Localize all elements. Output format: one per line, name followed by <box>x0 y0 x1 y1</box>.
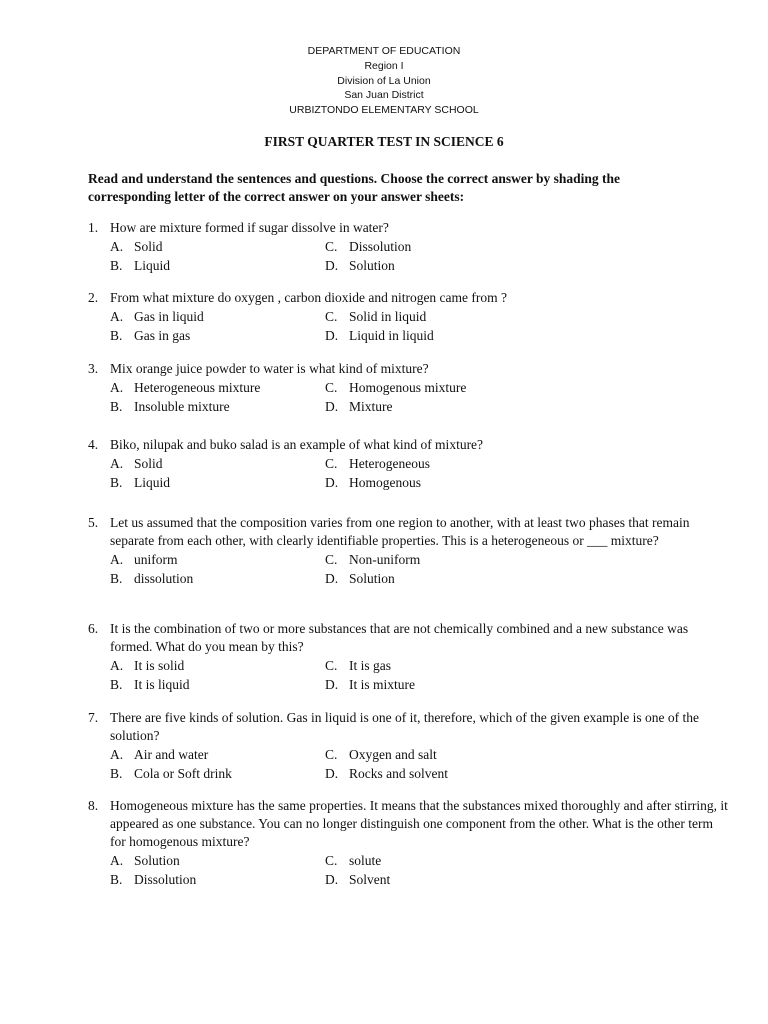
option-a: A. Heterogeneous mixture <box>110 380 261 395</box>
option-d: D. Homogenous <box>325 475 421 490</box>
option-a: A. uniform <box>110 552 178 567</box>
header-line-region: Region I <box>364 59 404 72</box>
question-text: Let us assumed that the composition varies from one region to another, with at least two phases that remain separate from each other, with clearly identifiable properties. This is a heterogeneous or ___ mixture? <box>110 515 690 548</box>
option-c: C. Non-uniform <box>325 552 421 567</box>
option-b: B. Insoluble mixture <box>110 399 230 414</box>
question-text: How are mixture formed if sugar dissolve in water? <box>110 220 389 235</box>
answer-options <box>110 550 728 588</box>
header-line-school: URBIZTONDO ELEMENTARY SCHOOL <box>289 104 479 117</box>
option-d: D. Liquid in liquid <box>325 328 434 343</box>
question-text: From what mixture do oxygen , carbon dioxide and nitrogen came from ? <box>110 290 508 305</box>
header-line-department: DEPARTMENT OF EDUCATION <box>307 45 461 57</box>
option-c: C. Dissolution <box>325 239 412 254</box>
question-3 <box>88 360 728 416</box>
option-c: C. Homogenous mixture <box>325 380 467 395</box>
option-a: A. Air and water <box>110 747 209 762</box>
question-text: Mix orange juice powder to water is what kind of mixture? <box>110 361 429 376</box>
question-number: 7. <box>88 710 99 725</box>
option-a: A. Solid <box>110 456 163 471</box>
option-d: D. Solution <box>325 571 395 586</box>
option-c: C. Heterogeneous <box>325 456 430 471</box>
header-line-district: San Juan District <box>344 89 424 102</box>
test-instructions: Read and understand the sentences and questions. Choose the correct answer by shading the corresponding letter of the correct answer on your answer sheets: <box>88 171 621 204</box>
question-number: 8. <box>88 798 99 813</box>
question-text: There are five kinds of solution. Gas in liquid is one of it, therefore, which of the given example is one of the solution? <box>110 710 699 743</box>
option-d: D. Solution <box>325 258 395 273</box>
option-a: A. Solution <box>110 853 180 868</box>
option-b: B. It is liquid <box>110 677 190 692</box>
question-text: Biko, nilupak and buko salad is an example of what kind of mixture? <box>110 437 484 452</box>
question-6 <box>88 620 728 694</box>
option-c: C. Oxygen and salt <box>325 747 437 762</box>
option-a: A. It is solid <box>110 658 185 673</box>
header-line-division: Division of La Union <box>337 74 431 87</box>
option-b: B. Dissolution <box>110 872 197 887</box>
question-number: 6. <box>88 621 99 636</box>
question-5 <box>88 514 728 588</box>
answer-options <box>110 851 728 889</box>
answer-options <box>110 656 728 694</box>
question-number: 1. <box>88 220 99 235</box>
question-number: 2. <box>88 290 99 305</box>
option-d: D. Rocks and solvent <box>325 766 448 781</box>
option-c: C. Solid in liquid <box>325 309 427 324</box>
option-b: B. dissolution <box>110 571 194 586</box>
option-b: B. Liquid <box>110 475 170 490</box>
question-number: 3. <box>88 361 99 376</box>
option-d: D. Solvent <box>325 872 391 887</box>
option-d: D. Mixture <box>325 399 393 414</box>
question-8 <box>88 797 728 889</box>
option-b: B. Liquid <box>110 258 170 273</box>
school-header <box>0 44 768 118</box>
option-b: B. Cola or Soft drink <box>110 766 232 781</box>
option-b: B. Gas in gas <box>110 328 191 343</box>
answer-options <box>110 745 728 783</box>
question-number: 4. <box>88 437 99 452</box>
answer-options <box>110 237 728 275</box>
question-1 <box>88 219 728 275</box>
option-d: D. It is mixture <box>325 677 415 692</box>
question-4 <box>88 436 728 492</box>
option-c: C. solute <box>325 853 382 868</box>
question-2 <box>88 289 728 345</box>
option-c: C. It is gas <box>325 658 391 673</box>
question-text: It is the combination of two or more substances that are not chemically combined and a new substance was formed. What do you mean by this? <box>110 621 689 654</box>
answer-options <box>110 307 728 345</box>
answer-options <box>110 454 728 492</box>
question-text: Homogeneous mixture has the same properties. It means that the substances mixed thoroughly and after stirring, it appeared as one substance. You can no longer distinguish one component from the other. What is the other term for homogenous mixture? <box>110 798 728 849</box>
answer-options <box>110 378 728 416</box>
question-number: 5. <box>88 515 99 530</box>
test-title: FIRST QUARTER TEST IN SCIENCE 6 <box>264 134 504 149</box>
option-a: A. Gas in liquid <box>110 309 204 324</box>
question-7 <box>88 709 728 783</box>
option-a: A. Solid <box>110 239 163 254</box>
